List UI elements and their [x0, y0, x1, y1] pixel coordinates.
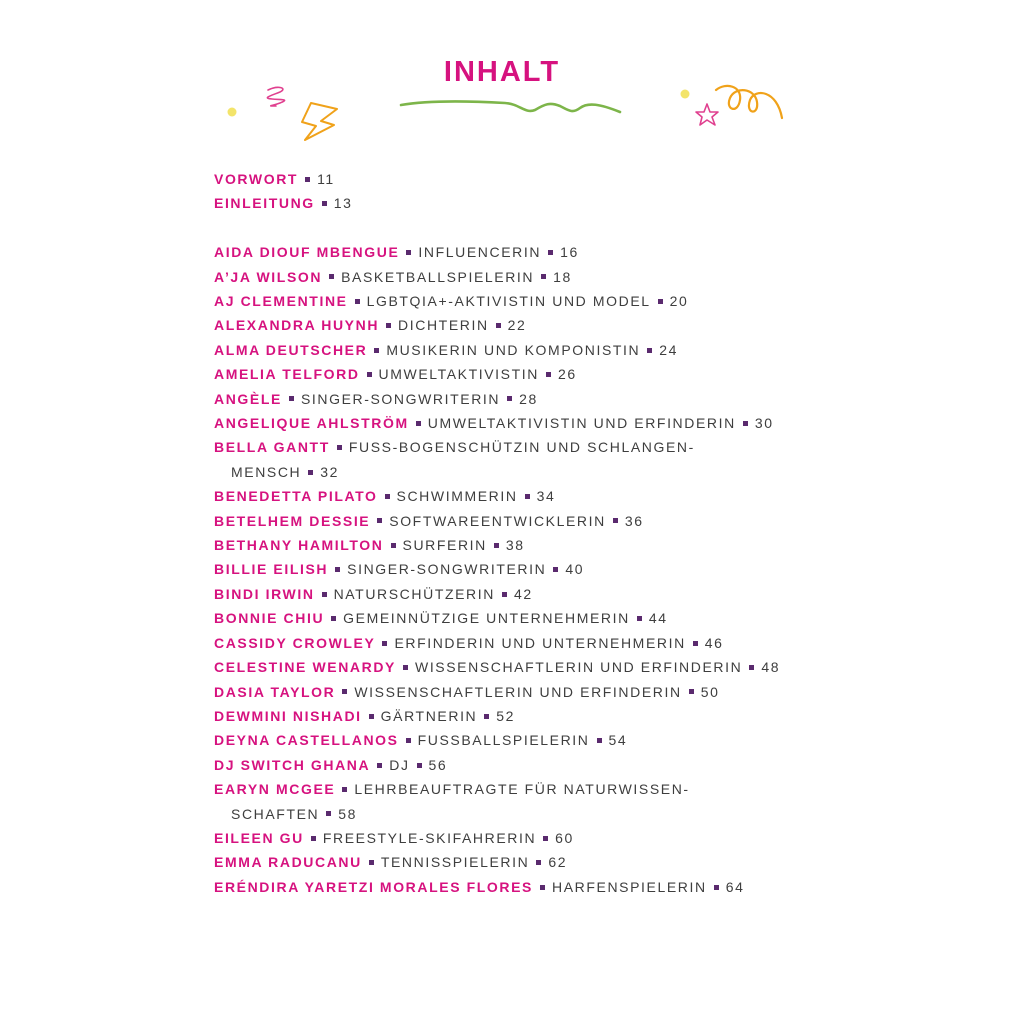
bullet-square-icon	[386, 323, 391, 328]
entry-continuation	[214, 460, 854, 484]
toc-entry	[214, 313, 854, 337]
page-number: 60	[555, 829, 574, 846]
person-role: DICHTERIN	[398, 317, 489, 334]
page-number: 26	[557, 366, 577, 383]
bullet-square-icon	[403, 665, 408, 670]
page-number: 11	[317, 171, 335, 187]
bullet-square-icon	[342, 787, 347, 792]
toc-entry	[214, 753, 854, 777]
toc-entry	[214, 435, 854, 484]
toc-entry	[214, 704, 854, 728]
page-number: 30	[754, 415, 774, 432]
person-role: INFLUENCERIN	[418, 244, 542, 261]
person-role: NATURSCHÜTZERIN	[333, 585, 495, 602]
person-name: BONNIE CHIU	[214, 610, 325, 627]
person-name: DEWMINI NISHADI	[214, 707, 362, 724]
yellow-dot-icon	[681, 90, 690, 99]
person-role: MUSIKERIN UND KOMPONISTIN	[386, 341, 641, 358]
toc-entry	[214, 265, 854, 289]
bullet-square-icon	[494, 543, 499, 548]
bullet-square-icon	[322, 592, 327, 597]
bullet-square-icon	[289, 396, 294, 401]
person-role: SINGER-SONGWRITERIN	[300, 390, 501, 407]
person-role: WISSENSCHAFTLERIN UND ERFINDERIN	[354, 683, 682, 700]
bullet-square-icon	[406, 250, 411, 255]
toc-entry	[214, 680, 854, 704]
person-name: ERÉNDIRA YARETZI MORALES FLORES	[214, 878, 533, 895]
person-role: FUSSBALLSPIELERIN	[417, 732, 590, 749]
bullet-square-icon	[326, 811, 331, 816]
green-squiggle-icon	[401, 101, 620, 112]
toc-entry	[214, 509, 854, 533]
entry-continuation	[214, 802, 854, 826]
person-name: ANGÈLE	[214, 390, 282, 407]
person-name: BETHANY HAMILTON	[214, 537, 384, 554]
toc-entry	[214, 826, 854, 850]
page-number: 42	[513, 585, 533, 602]
person-role: ERFINDERIN UND UNTERNEHMERIN	[394, 634, 686, 651]
page-number: 52	[496, 707, 516, 724]
page-number: 40	[565, 561, 585, 578]
person-role: SOFTWAREENTWICKLERIN	[389, 512, 606, 529]
bullet-square-icon	[367, 372, 372, 377]
page-number: 34	[536, 488, 556, 505]
person-role: UMWELTAKTIVISTIN	[378, 366, 539, 383]
person-role: FUSS-BOGENSCHÜTZIN UND SCHLANGEN-	[348, 439, 695, 456]
page-number: 36	[624, 512, 644, 529]
bullet-square-icon	[496, 323, 501, 328]
page-number: 32	[320, 463, 340, 480]
bullet-square-icon	[743, 421, 748, 426]
bullet-square-icon	[502, 592, 507, 597]
bullet-square-icon	[613, 518, 618, 523]
person-name: DASIA TAYLOR	[214, 683, 336, 700]
toc-entry	[214, 387, 854, 411]
person-name: ANGELIQUE AHLSTRÖM	[214, 415, 409, 432]
person-name: ALMA DEUTSCHER	[214, 341, 368, 358]
person-name: BILLIE EILISH	[214, 561, 329, 578]
person-role: BASKETBALLSPIELERIN	[341, 268, 535, 285]
bullet-square-icon	[416, 421, 421, 426]
entry-title: EINLEITUNG	[214, 195, 315, 212]
person-role: DJ	[389, 756, 410, 773]
bullet-square-icon	[311, 836, 316, 841]
toc-entry	[214, 289, 854, 313]
bullet-square-icon	[329, 274, 334, 279]
bullet-square-icon	[749, 665, 754, 670]
person-role: LEHRBEAUFTRAGTE FÜR NATURWISSEN-	[354, 781, 690, 798]
person-role: UMWELTAKTIVISTIN UND ERFINDERIN	[427, 415, 736, 432]
bullet-square-icon	[377, 518, 382, 523]
page-number: 56	[428, 756, 448, 773]
person-name: A’JA WILSON	[214, 268, 323, 285]
page-number: 62	[548, 854, 568, 871]
person-role: SINGER-SONGWRITERIN	[347, 561, 547, 578]
person-name: BINDI IRWIN	[214, 585, 315, 602]
person-role: WISSENSCHAFTLERIN UND ERFINDERIN	[415, 659, 743, 676]
bullet-square-icon	[546, 372, 551, 377]
entry-title: VORWORT	[214, 171, 299, 187]
orange-loops-icon	[716, 86, 782, 118]
page-title: INHALT	[443, 56, 561, 88]
bullet-square-icon	[322, 201, 327, 206]
person-name: BETELHEM DESSIE	[214, 512, 371, 529]
toc-entry	[214, 655, 854, 679]
bullet-square-icon	[484, 714, 489, 719]
pink-scribble-icon	[267, 87, 284, 106]
lightning-icon	[302, 103, 337, 140]
bullet-square-icon	[541, 274, 546, 279]
bullet-square-icon	[308, 470, 313, 475]
bullet-square-icon	[658, 299, 663, 304]
section-spacer	[214, 216, 854, 240]
star-icon	[696, 104, 718, 125]
bullet-square-icon	[331, 616, 336, 621]
person-name: EMMA RADUCANU	[214, 854, 362, 871]
bullet-square-icon	[507, 396, 512, 401]
page-number: 18	[553, 268, 572, 285]
table-of-contents	[214, 167, 854, 899]
person-role: TENNISSPIELERIN	[380, 854, 530, 871]
toc-entry	[214, 631, 854, 655]
bullet-square-icon	[377, 763, 382, 768]
toc-front-entry	[214, 167, 854, 191]
toc-entry	[214, 875, 854, 899]
bullet-square-icon	[305, 177, 310, 182]
toc-entry	[214, 777, 854, 826]
toc-entry	[214, 484, 854, 508]
page-number: 24	[659, 341, 679, 358]
bullet-square-icon	[342, 689, 347, 694]
person-name: EARYN MCGEE	[214, 781, 336, 798]
page-number: 38	[505, 537, 525, 554]
bullet-square-icon	[536, 860, 541, 865]
person-name: EILEEN GU	[214, 829, 304, 846]
person-name: AIDA DIOUF MBENGUE	[214, 244, 400, 261]
decorative-doodles	[0, 0, 1024, 160]
person-name: AJ CLEMENTINE	[214, 293, 348, 310]
page-number: 28	[519, 390, 538, 407]
toc-entry	[214, 338, 854, 362]
toc-entry	[214, 606, 854, 630]
toc-entry	[214, 582, 854, 606]
toc-entry	[214, 362, 854, 386]
page-number: 22	[507, 317, 527, 334]
toc-entry	[214, 533, 854, 557]
person-role-continued: SCHAFTEN	[231, 805, 320, 822]
page-number: 44	[648, 610, 668, 627]
bullet-square-icon	[385, 494, 390, 499]
person-role: HARFENSPIELERIN	[552, 878, 707, 895]
page-number: 16	[560, 244, 579, 261]
bullet-square-icon	[391, 543, 396, 548]
bullet-square-icon	[647, 348, 652, 353]
person-name: CASSIDY CROWLEY	[214, 634, 376, 651]
bullet-square-icon	[689, 689, 694, 694]
toc-entry	[214, 850, 854, 874]
bullet-square-icon	[543, 836, 548, 841]
person-role: LGBTQIA+-AKTIVISTIN UND MODEL	[366, 293, 651, 310]
person-name: DJ SWITCH GHANA	[214, 756, 371, 773]
page-number: 13	[333, 195, 353, 212]
person-name: AMELIA TELFORD	[214, 366, 360, 383]
person-name: DEYNA CASTELLANOS	[214, 732, 399, 749]
bullet-square-icon	[369, 714, 374, 719]
bullet-square-icon	[597, 738, 602, 743]
bullet-square-icon	[637, 616, 642, 621]
person-name: BELLA GANTT	[214, 439, 330, 456]
page-number: 64	[725, 878, 745, 895]
toc-entry	[214, 411, 854, 435]
page-number: 54	[608, 732, 628, 749]
person-name: BENEDETTA PILATO	[214, 488, 378, 505]
toc-front-entry	[214, 191, 854, 215]
toc-entry	[214, 557, 854, 581]
page-number: 20	[669, 293, 689, 310]
page-number: 46	[704, 634, 724, 651]
person-role-continued: MENSCH	[231, 463, 302, 480]
bullet-square-icon	[714, 885, 719, 890]
bullet-square-icon	[417, 763, 422, 768]
page-number: 48	[761, 659, 781, 676]
bullet-square-icon	[548, 250, 553, 255]
bullet-square-icon	[525, 494, 530, 499]
person-name: CELESTINE WENARDY	[214, 659, 396, 676]
bullet-square-icon	[369, 860, 374, 865]
bullet-square-icon	[553, 567, 558, 572]
bullet-square-icon	[540, 885, 545, 890]
toc-entry	[214, 728, 854, 752]
person-role: FREESTYLE-SKIFAHRERIN	[322, 829, 537, 846]
yellow-dot-icon	[228, 108, 237, 117]
person-role: GÄRTNERIN	[380, 707, 478, 724]
bullet-square-icon	[355, 299, 360, 304]
person-role: GEMEINNÜTZIGE UNTERNEHMERIN	[343, 610, 630, 627]
person-name: ALEXANDRA HUYNH	[214, 317, 380, 334]
bullet-square-icon	[382, 641, 387, 646]
bullet-square-icon	[374, 348, 379, 353]
person-role: SCHWIMMERIN	[396, 488, 518, 505]
person-role: SURFERIN	[402, 537, 487, 554]
page-number: 58	[338, 805, 358, 822]
bullet-square-icon	[406, 738, 411, 743]
bullet-square-icon	[693, 641, 698, 646]
toc-entry	[214, 240, 854, 264]
bullet-square-icon	[335, 567, 340, 572]
bullet-square-icon	[337, 445, 342, 450]
page-number: 50	[700, 683, 720, 700]
